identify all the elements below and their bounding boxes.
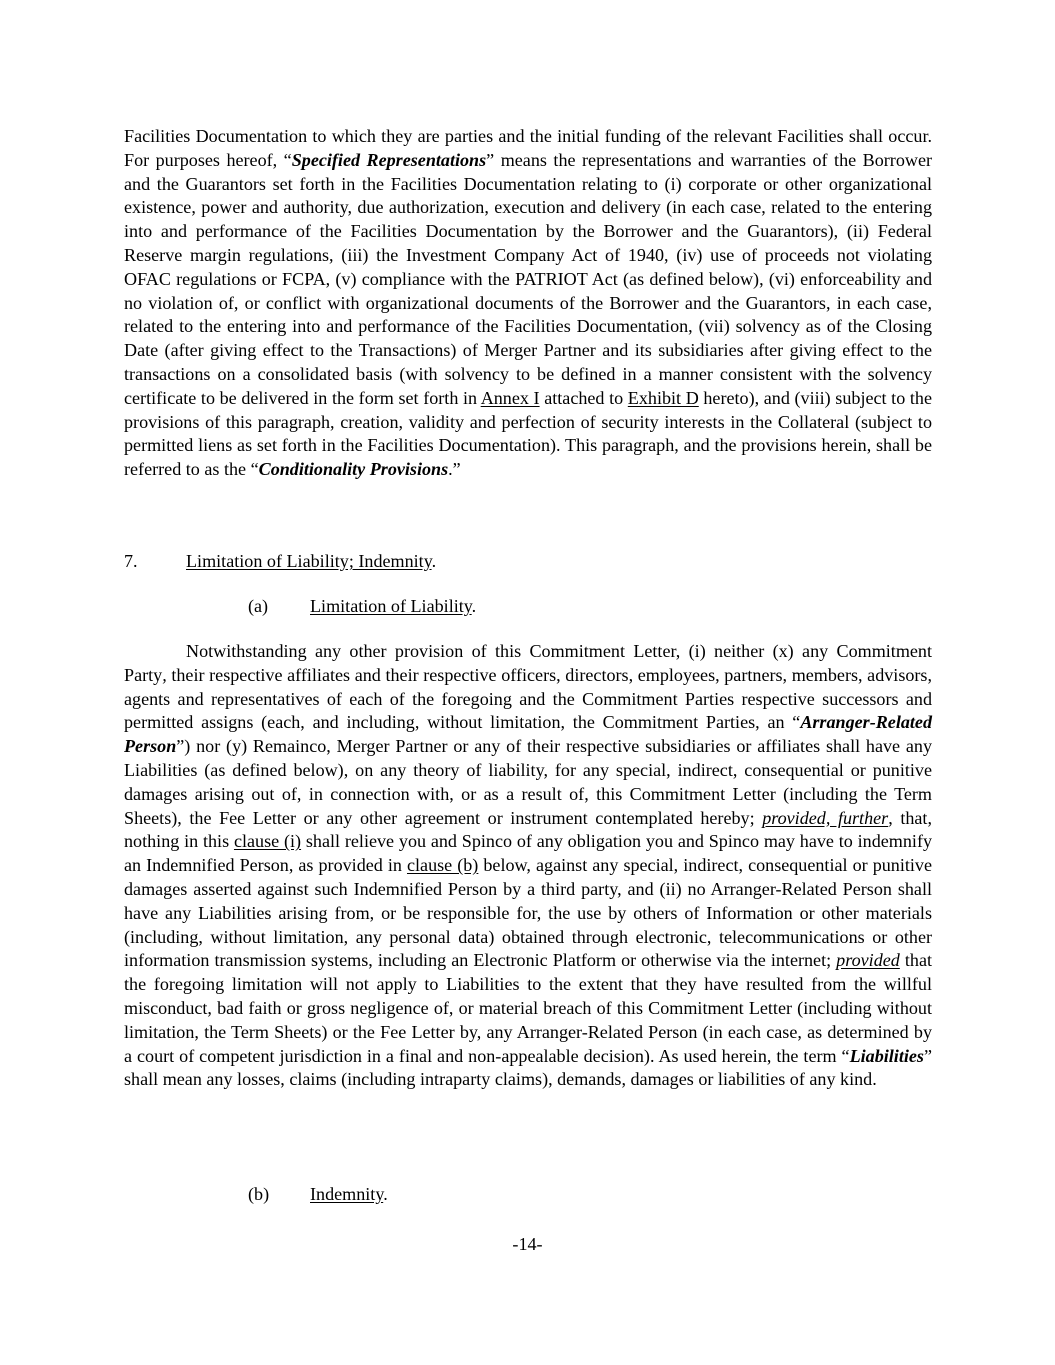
subsection-label: (b) xyxy=(248,1184,270,1204)
section-title: Limitation of Liability; Indemnity xyxy=(186,551,432,571)
annex-i-reference: Annex I xyxy=(480,387,540,408)
subsection-title: Indemnity xyxy=(310,1184,384,1204)
defined-term-conditionality-provisions: Conditionality Provisions xyxy=(258,459,449,480)
subsection-b-heading: (b) Indemnity. xyxy=(248,1183,388,1207)
proviso-provided-further: provided, further xyxy=(762,807,889,828)
subsection-title: Limitation of Liability xyxy=(310,596,472,616)
section-number: 7. xyxy=(124,551,138,571)
clause-b-reference: clause (b) xyxy=(406,855,479,876)
exhibit-d-reference: Exhibit D xyxy=(627,387,699,408)
subsection-label: (a) xyxy=(248,596,269,616)
limitation-of-liability-paragraph: Notwithstanding any other provision of this Commitment Letter, (i) neither (x) any Commitment Party, their respective affiliates and their respective officers, directors, employees, partners, members, advisors, agents and representatives of each of the foregoing and the Commitment Parties respective successors and permitted assigns (each, and including, without limitation, the Commitment Parties, an “Arranger-Related Person”) nor (y) Remainco, Merger Partner or any of their respective subsidiaries or affiliates shall have any Liabilities (as defined below), on any theory of liability, for any special, indirect, consequential or punitive damages arising out of, in connection with, or as a result of, this Commitment Letter (including the Term Sheets), the Fee Letter or any other agreement or instrument contemplated hereby; provided, further, that, nothing in this clause (i) shall relieve you and Spinco of any obligation you and Spinco may have to indemnify an Indemnified Person, as provided in clause (b) below, against any special, indirect, consequential or punitive damages asserted against such Indemnified Person by a third party, and (ii) no Arranger-Related Person shall have any Liabilities arising from, or be responsible for, the use by others of Information or other materials (including, without limitation, any personal data) obtained through electronic, telecommunications or other information transmission systems, including an Electronic Platform or otherwise via the internet; provided that the foregoing limitation will not apply to Liabilities to the extent that they have resulted from the willful misconduct, bad faith or gross negligence of, or material breach of this Commitment Letter (including without limitation, the Term Sheets) or the Fee Letter by, any Arranger-Related Person (in each case, as determined by a court of competent jurisdiction in a final and non-appealable decision). As used herein, the term “Liabilities” shall mean any losses, claims (including intraparty claims), demands, damages or liabilities of any kind. xyxy=(124,641,933,1090)
defined-term-specified-representations: Specified Representations xyxy=(291,149,487,170)
proviso-provided: provided xyxy=(836,950,900,971)
clause-i-reference: clause (i) xyxy=(233,831,302,852)
defined-term-arranger-related-person: Arranger-Related Person xyxy=(124,712,932,757)
subsection-a-heading: (a) Limitation of Liability. xyxy=(248,595,476,619)
conditionality-paragraph: Facilities Documentation to which they are parties and the initial funding of the relevant Facilities shall occur. For purposes hereof, “Specified Representations” means the representations and warranties of the Borrower and the Guarantors set forth in the Facilities Documentation relating to (i) corporate or other organizational existence, power and authority, due authorization, execution and delivery (in each case, related to the entering into and performance of the Facilities Documentation by the Borrower and the Guarantors), (ii) Federal Reserve margin regulations, (iii) the Investment Company Act of 1940, (iv) use of proceeds not violating OFAC regulations or FCPA, (v) compliance with the PATRIOT Act (as defined below), (vi) enforceability and no violation of, or conflict with organizational documents of the Borrower and the Guarantors, in each case, related to the entering into and performance of the Facilities Documentation, (vii) solvency as of the Closing Date (after giving effect to the Transactions) of Merger Partner and its subsidiaries after giving effect to the transactions on a consolidated basis (with solvency to be defined in a manner consistent with the solvency certificate to be delivered in the form set forth in Annex I attached to Exhibit D hereto), and (viii) subject to the provisions of this paragraph, creation, validity and perfection of security interests in the Collateral (subject to permitted liens as set forth in the Facilities Documentation). This paragraph, and the provisions herein, shall be referred to as the “Conditionality Provisions.” xyxy=(124,126,932,480)
defined-term-liabilities: Liabilities xyxy=(849,1045,924,1066)
page-number: -14- xyxy=(512,1234,543,1254)
section-7-heading: 7. Limitation of Liability; Indemnity. xyxy=(124,550,436,574)
